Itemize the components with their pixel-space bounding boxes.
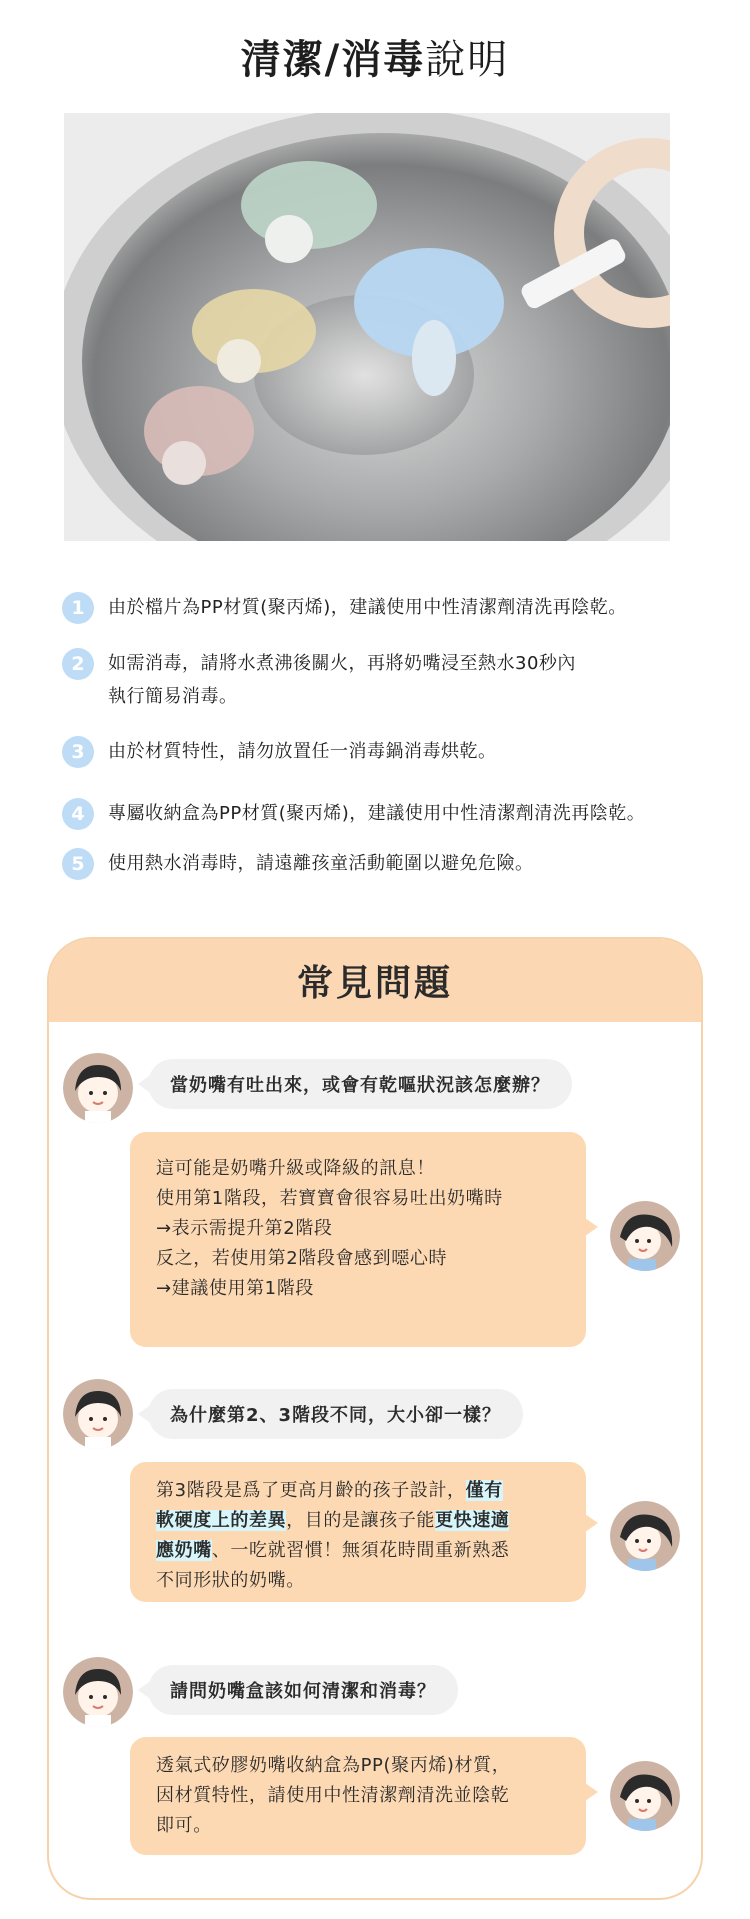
step-text: 由於材質特性，請勿放置任一消毒鍋消毒烘乾。 <box>108 741 497 762</box>
parent-avatar-icon <box>63 1053 133 1123</box>
step-item-2 <box>62 648 722 713</box>
step-number-badge: 4 <box>62 798 94 830</box>
step-number-badge: 2 <box>62 648 94 680</box>
faq-section <box>47 937 703 1900</box>
staff-avatar-icon <box>610 1761 680 1831</box>
page-title: 清潔/消毒說明 <box>240 37 510 83</box>
step-item-1 <box>62 592 722 624</box>
step-item-5 <box>62 848 722 880</box>
faq-answer-2: 第3階段是爲了更高月齡的孩子設計，僅有 軟硬度上的差異，目的是讓孩子能更快速適 應奶嘴、一吃就習慣！無須花時間重新熟悉 不同形狀的奶嘴。 <box>130 1462 586 1602</box>
step-number-badge: 1 <box>62 592 94 624</box>
pacifier-pot-photo <box>64 113 670 541</box>
parent-avatar-icon <box>63 1379 133 1449</box>
step-text: 由於檔片為PP材質(聚丙烯)，建議使用中性清潔劑清洗再陰乾。 <box>108 597 627 618</box>
faq-answer-1: 這可能是奶嘴升級或降級的訊息！ 使用第1階段，若寶寶會很容易吐出奶嘴時 →表示需提升第2階段 反之，若使用第2階段會感到噁心時 →建議使用第1階段 <box>130 1132 586 1347</box>
step-text: 使用熱水消毒時，請遠離孩童活動範圍以避免危險。 <box>108 853 534 874</box>
faq-question-2: 為什麼第2、3階段不同，大小卻一樣？ <box>148 1389 523 1439</box>
faq-heading: 常見問題 <box>296 963 453 1004</box>
staff-avatar-icon <box>610 1501 680 1571</box>
parent-avatar-icon <box>63 1657 133 1727</box>
step-number-badge: 5 <box>62 848 94 880</box>
step-text: 專屬收納盒為PP材質(聚丙烯)，建議使用中性清潔劑清洗再陰乾。 <box>108 803 646 824</box>
faq-answer-3: 透氣式矽膠奶嘴收納盒為PP(聚丙烯)材質， 因材質特性，請使用中性清潔劑清洗並陰乾 即可。 <box>130 1737 586 1855</box>
step-text: 如需消毒，請將水煮沸後關火，再將奶嘴浸至熱水30秒內 執行簡易消毒。 <box>108 653 576 707</box>
faq-header <box>49 939 701 1022</box>
staff-avatar-icon <box>610 1201 680 1271</box>
faq-question-3: 請問奶嘴盒該如何清潔和消毒？ <box>148 1665 458 1715</box>
step-number-badge: 3 <box>62 736 94 768</box>
step-item-4 <box>62 798 722 830</box>
faq-question-1: 當奶嘴有吐出來，或會有乾嘔狀況該怎麼辦？ <box>148 1059 572 1109</box>
step-item-3 <box>62 736 722 768</box>
